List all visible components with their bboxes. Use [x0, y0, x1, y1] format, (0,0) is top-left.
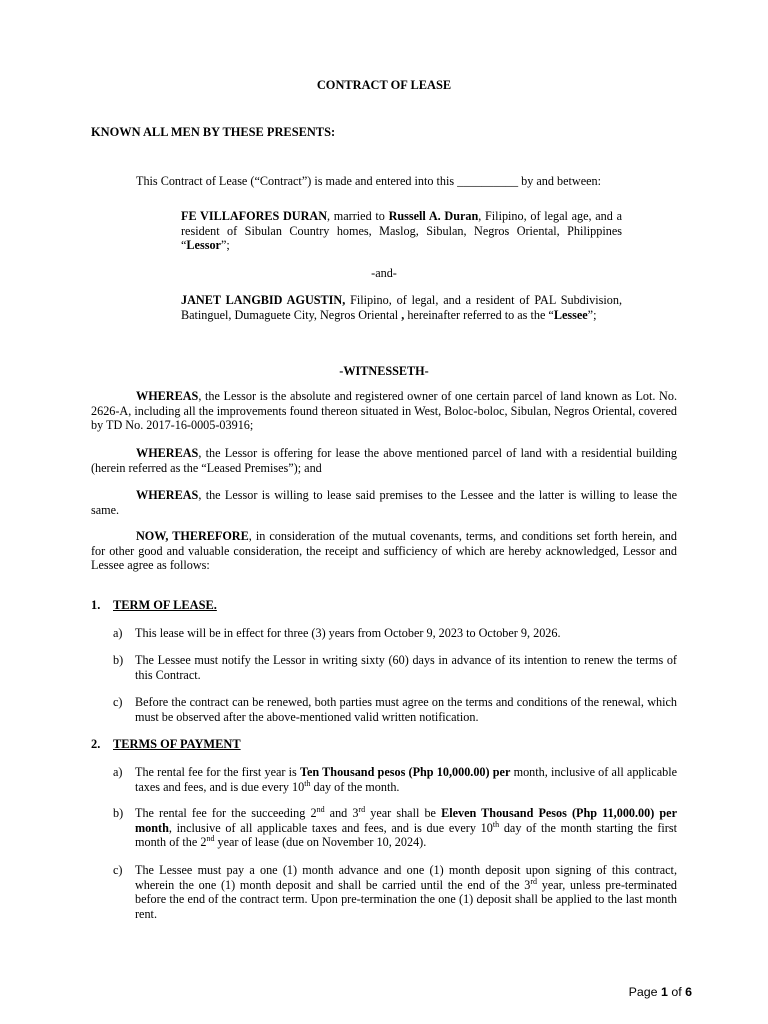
ordinal-suffix: nd [316, 805, 325, 814]
lessee-text: ”; [587, 307, 597, 322]
section-number: 1. [91, 598, 101, 612]
lessor-role: Lessor [186, 238, 221, 253]
item-text-part: year, unless pre-terminated before the end of the contract term. Upon pre-termination the one (1) deposit shall be applied to the last month rent. [135, 877, 677, 921]
whereas-text: , the Lessor is willing to lease said premises to the Lessee and the latter is willing to lease the same. [91, 488, 677, 517]
lessor-text: , married to [327, 209, 389, 223]
item-text [135, 863, 677, 921]
item-label: b) [113, 653, 124, 667]
item-text-part: month, inclusive of all applicable taxes and fees, and is due every 10 [135, 765, 677, 794]
whereas-text: , the Lessor is offering for lease the above mentioned parcel of land with a residential building (herein referred as the “Leased Premises”); and [91, 446, 677, 475]
page-word: Page [628, 985, 661, 999]
lessee-role: Lessee [553, 307, 588, 322]
and-separator: -and- [371, 266, 397, 280]
current-page: 1 [660, 985, 668, 999]
item-text [135, 765, 677, 794]
item-label: b) [113, 806, 124, 820]
lessor-paragraph [181, 209, 622, 253]
intro-text: This Contract of Lease (“Contract”) is made and entered into this [136, 174, 458, 188]
section-1-item-b [113, 653, 677, 682]
whereas-lead: WHEREAS [136, 389, 199, 403]
item-text [135, 806, 677, 850]
item-text-part: day of the month starting the first month of the 2 [135, 820, 677, 850]
rent-amount: Ten Thousand pesos (Php 10,000.00) per [300, 765, 511, 779]
section-2-item-c [113, 863, 677, 921]
section-1-item-a [113, 626, 677, 641]
item-text: Before the contract can be renewed, both parties must agree on the terms and conditions of the renewal, which must be observed after the above-mentioned valid written notification. [135, 695, 677, 724]
total-pages: 6 [685, 985, 692, 999]
intro-text-end: by and between: [518, 174, 602, 188]
section-title: TERM OF LEASE. [113, 598, 217, 612]
lessee-text: hereinafter referred to as the “ [404, 307, 554, 322]
whereas-lead: WHEREAS [136, 446, 199, 460]
opening-clause: KNOWN ALL MEN BY THESE PRESENTS: [91, 125, 336, 139]
item-text: The Lessee must notify the Lessor in writing sixty (60) days in advance of its intention to renew the terms of this Contract. [135, 653, 677, 682]
lessee-name: JANET LANGBID AGUSTIN, [181, 293, 346, 307]
section-2-heading [91, 737, 241, 752]
now-lead: NOW, THEREFORE [136, 529, 249, 543]
item-label: c) [113, 695, 123, 709]
ordinal-suffix: rd [358, 805, 366, 814]
lessor-name: FE VILLAFORES DURAN [181, 209, 328, 223]
lessee-paragraph [181, 293, 622, 322]
item-text-part: day of the month. [310, 779, 400, 794]
date-blank: __________ [457, 174, 519, 188]
lessee-text: Filipino, of legal, and a resident of PAL Subdivision, Batinguel, Dumaguete City, Negros Oriental [181, 293, 622, 322]
section-number: 2. [91, 737, 101, 751]
page-of: of [667, 985, 686, 999]
item-text: This lease will be in effect for three (3) years from October 9, 2023 to October 9, 2026. [135, 626, 561, 640]
whereas-1 [91, 389, 677, 433]
now-text: , in consideration of the mutual covenants, terms, and conditions set forth herein, and for other good and valuable consideration, the receipt and sufficiency of which are hereby acknowledged, Lessor and Lessee agree as follows: [91, 529, 677, 573]
whereas-lead: WHEREAS [136, 488, 199, 502]
ordinal-suffix: th [492, 819, 500, 829]
lessor-spouse: Russell A. Duran [388, 209, 479, 223]
item-text-part: year shall be [365, 806, 442, 820]
document-title: CONTRACT OF LEASE [316, 78, 452, 92]
item-label: a) [113, 765, 123, 779]
witnesseth-heading: -WITNESSETH- [339, 364, 429, 378]
whereas-3 [91, 488, 677, 517]
section-1-item-c [113, 695, 677, 724]
item-label: a) [113, 626, 123, 640]
item-text-part: , inclusive of all applicable taxes and fees, and is due every 10 [168, 820, 493, 835]
lessor-text: ”; [220, 238, 230, 253]
whereas-text: , the Lessor is the absolute and registered owner of one certain parcel of land known as Lot. No. 2626-A, including all the improvements found thereon situated in West, Boloc-boloc, Sibulan, Negros Oriental, covered by TD No. 2017-16-0005-03916; [91, 389, 677, 433]
section-1-heading [91, 598, 217, 613]
whereas-2 [91, 446, 677, 475]
item-label: c) [113, 863, 123, 877]
section-2-item-a [113, 765, 677, 794]
ordinal-suffix: rd [530, 876, 538, 886]
rent-amount: Eleven Thousand Pesos (Php 11,000.00) per month [135, 806, 677, 835]
section-title: TERMS OF PAYMENT [113, 737, 241, 751]
item-text-part: The rental fee for the first year is [135, 765, 300, 779]
item-text-part: The rental fee for the succeeding 2 [135, 806, 317, 820]
intro-paragraph [136, 174, 681, 189]
now-therefore [91, 529, 677, 573]
item-text-part: The Lessee must pay a one (1) month advance and one (1) month deposit upon signing of this contract, wherein the one (1) month deposit and shall be carried until the end of the 3 [135, 863, 677, 892]
ordinal-suffix: nd [206, 834, 215, 844]
item-text-part: year of lease (due on November 10, 2024). [214, 835, 427, 850]
lessor-text: , Filipino, of legal age, and a resident of Sibulan Country homes, Maslog, Sibulan, Negros Oriental, Philippines “ [181, 209, 622, 253]
lessee-comma: , [401, 307, 405, 322]
item-text-part: and 3 [324, 806, 359, 820]
page-number [629, 985, 692, 999]
ordinal-suffix: th [304, 778, 311, 788]
section-2-item-b [113, 806, 677, 850]
